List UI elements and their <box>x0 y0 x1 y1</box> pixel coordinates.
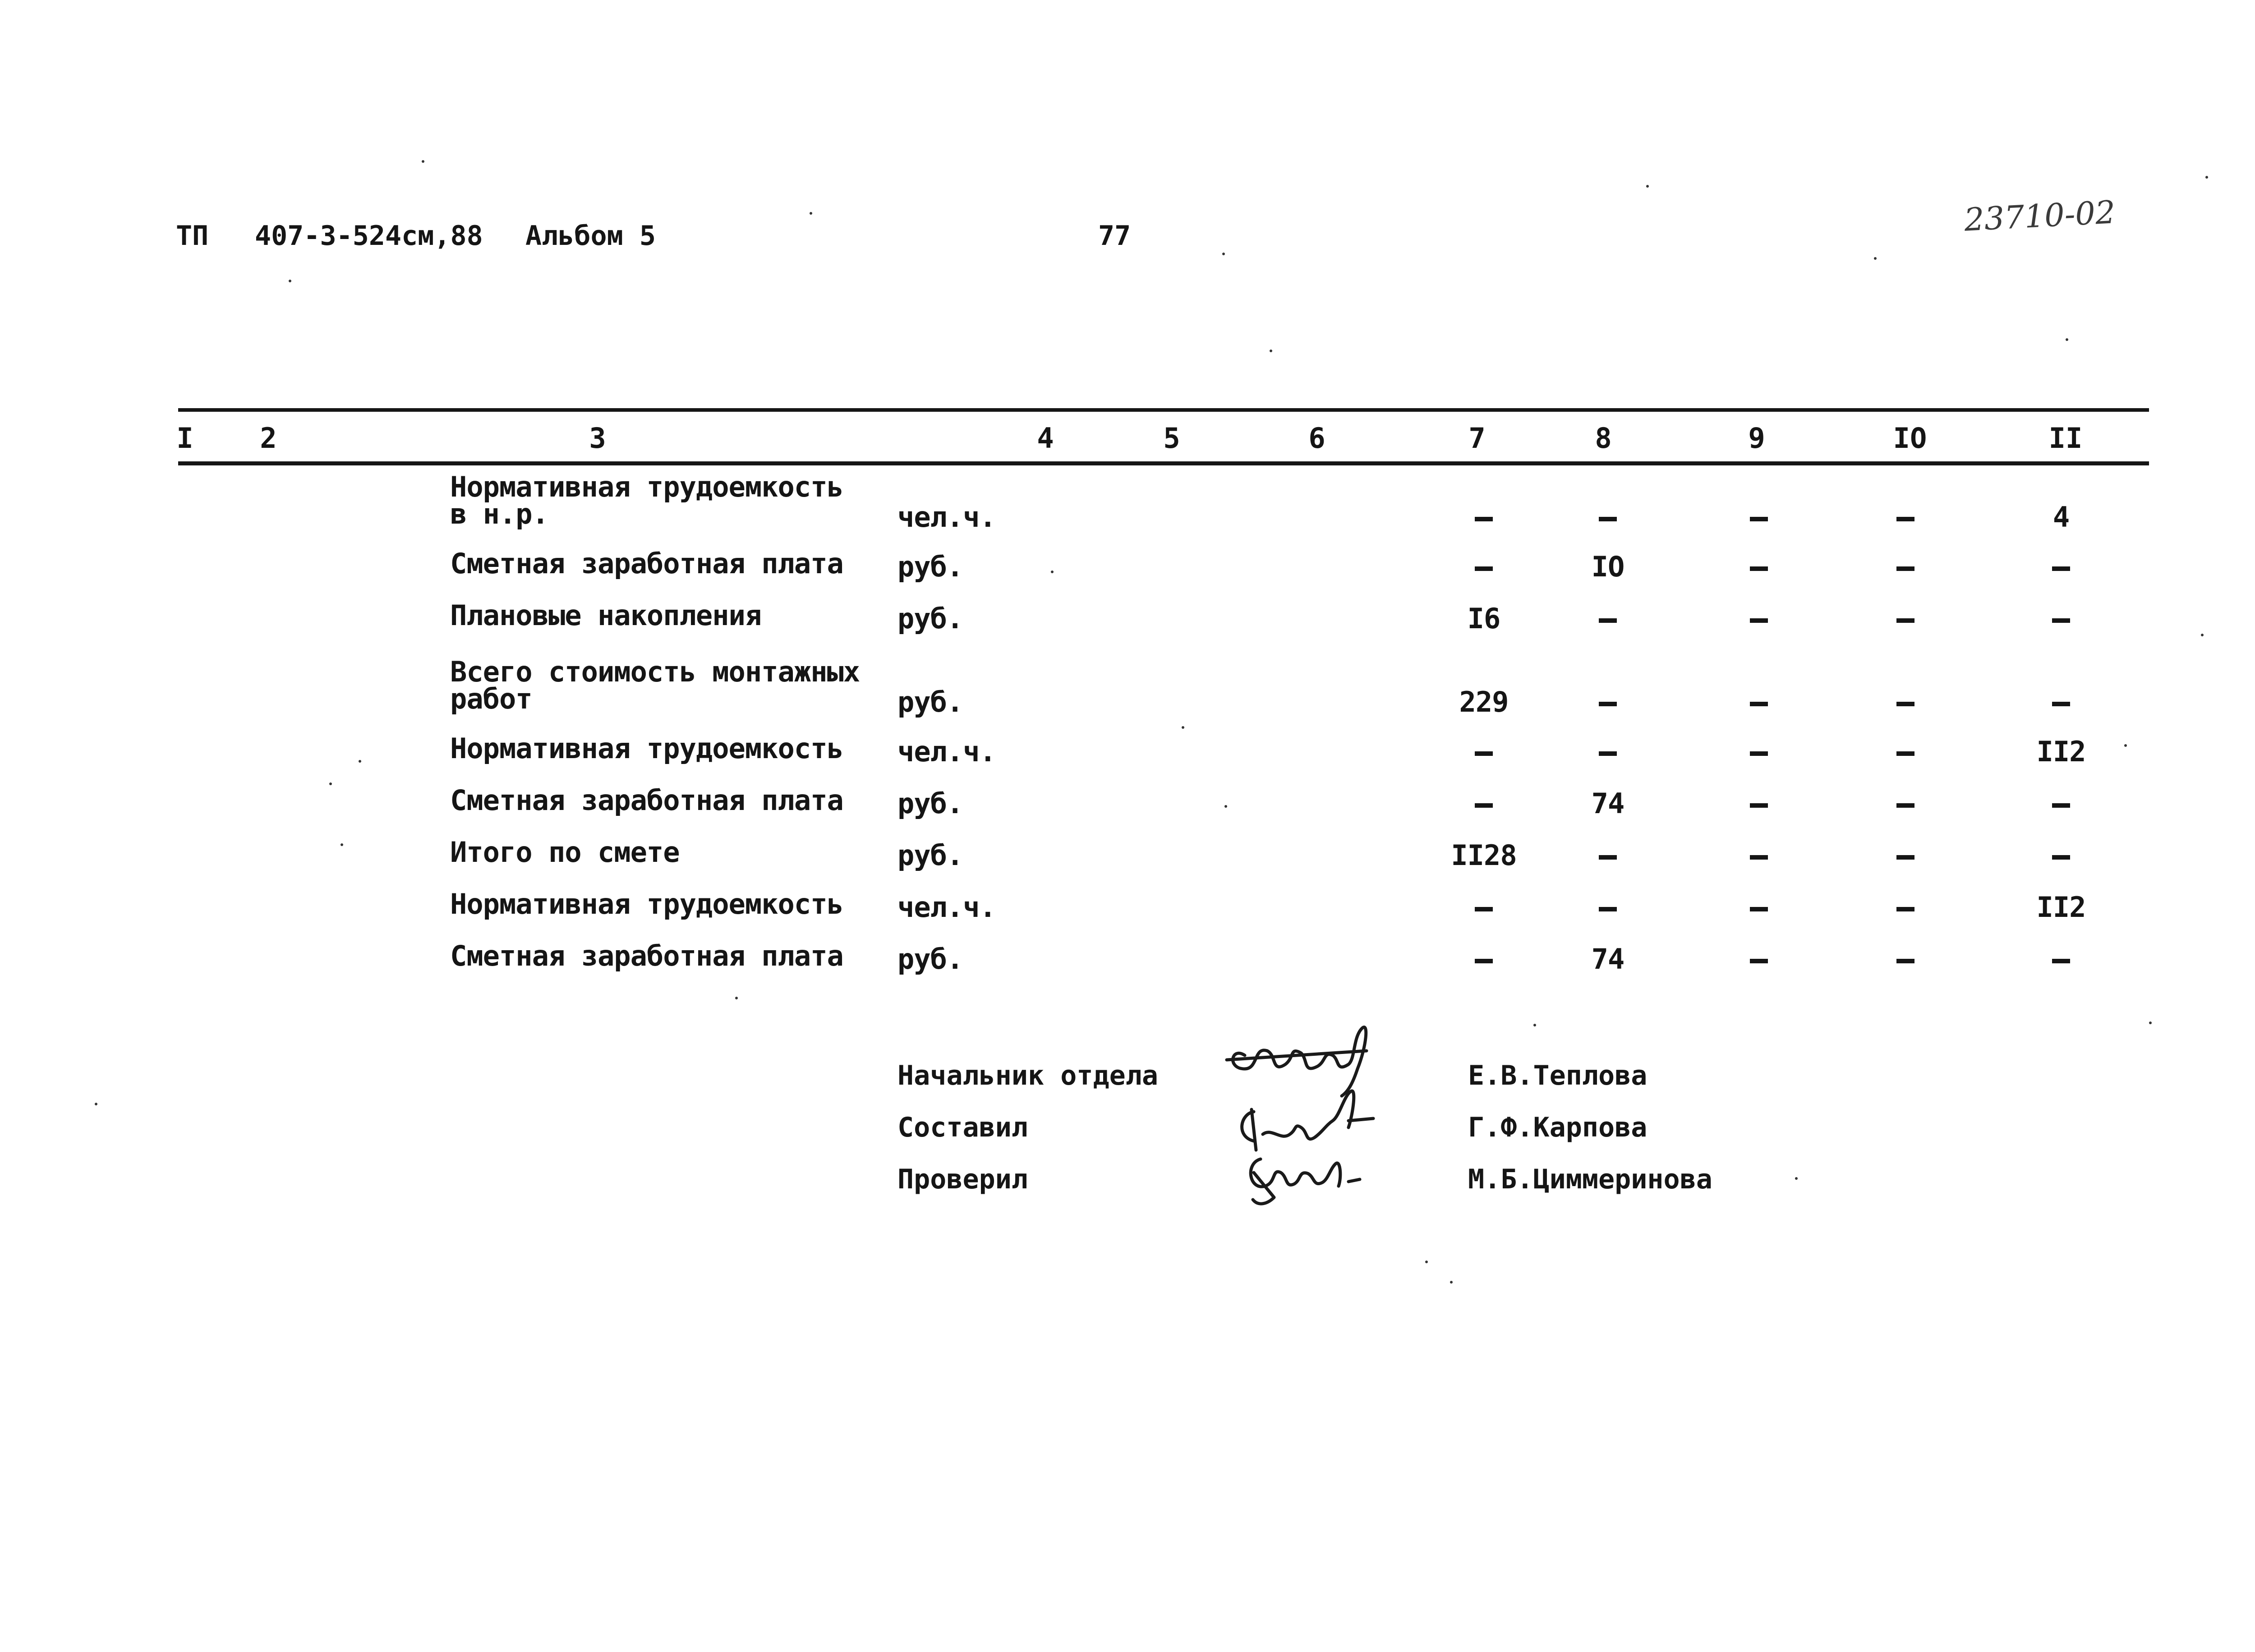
empty-value-dash <box>1896 517 1914 521</box>
row-value-c11: 4 <box>2053 501 2070 534</box>
row-value-c9 <box>1750 686 1768 718</box>
row-unit: руб. <box>897 943 963 976</box>
row-value-c8 <box>1599 686 1617 718</box>
empty-value-dash <box>1750 803 1768 808</box>
row-description-line: Сметная заработная плата <box>450 939 843 972</box>
column-number: 8 <box>1595 422 1612 455</box>
empty-value-dash <box>1599 855 1617 860</box>
row-value-c11 <box>2052 943 2070 976</box>
empty-value-dash <box>2052 618 2070 623</box>
row-value-c10 <box>1896 787 1914 820</box>
row-value-c8 <box>1599 839 1617 872</box>
scan-speck <box>95 1103 97 1105</box>
empty-value-dash <box>1750 566 1768 571</box>
row-unit: чел.ч. <box>897 735 996 768</box>
row-description <box>450 939 843 972</box>
row-description-line: Нормативная трудоемкость <box>450 888 843 920</box>
row-value-c10 <box>1896 602 1914 635</box>
row-value-c9 <box>1750 602 1768 635</box>
row-value-c10 <box>1896 943 1914 976</box>
row-unit: руб. <box>897 839 963 872</box>
row-value-c9 <box>1750 943 1768 976</box>
scan-speck <box>2201 634 2204 636</box>
row-value-c9 <box>1750 787 1768 820</box>
row-value-c9 <box>1750 735 1768 768</box>
row-value-c8: 74 <box>1591 943 1625 976</box>
scan-speck <box>1874 257 1877 260</box>
row-value-c7: I6 <box>1467 602 1500 635</box>
page-number: 77 <box>1098 220 1131 252</box>
column-number: IO <box>1893 422 1927 455</box>
row-value-c7 <box>1475 735 1493 768</box>
row-description-line: Сметная заработная плата <box>450 547 843 580</box>
empty-value-dash <box>1475 907 1493 911</box>
row-description-line: в н.р. <box>450 497 548 530</box>
row-description-line: работ <box>450 682 532 715</box>
signature-role: Начальник отдела <box>897 1060 1158 1091</box>
scan-speck <box>1450 1281 1453 1284</box>
scan-speck <box>1646 185 1649 188</box>
column-number: I <box>176 422 193 455</box>
empty-value-dash <box>1750 959 1768 963</box>
scan-speck <box>1224 805 1227 808</box>
column-number: II <box>2048 422 2083 455</box>
row-value-c7 <box>1475 787 1493 820</box>
empty-value-dash <box>1475 751 1493 756</box>
empty-value-dash <box>1750 907 1768 911</box>
doc-series: ТП <box>176 220 209 252</box>
empty-value-dash <box>1896 803 1914 808</box>
row-value-c10 <box>1896 891 1914 924</box>
row-value-c7 <box>1475 550 1493 583</box>
row-unit: руб. <box>897 550 963 583</box>
row-value-c11 <box>2052 787 2070 820</box>
row-value-c7 <box>1475 891 1493 924</box>
scan-speck <box>422 160 424 163</box>
table-top-rule <box>178 408 2149 412</box>
row-description <box>450 888 843 920</box>
empty-value-dash <box>1475 803 1493 808</box>
scan-speck <box>2205 176 2208 179</box>
empty-value-dash <box>1750 855 1768 860</box>
empty-value-dash <box>1750 618 1768 623</box>
row-description <box>450 599 762 632</box>
row-value-c10 <box>1896 550 1914 583</box>
row-value-c8: IO <box>1591 550 1625 583</box>
row-value-c10 <box>1896 686 1914 718</box>
empty-value-dash <box>1599 702 1617 706</box>
column-number: 6 <box>1308 422 1325 455</box>
scan-speck <box>1182 726 1184 729</box>
empty-value-dash <box>1599 907 1617 911</box>
row-value-c7: II28 <box>1451 839 1517 872</box>
row-description <box>450 732 843 765</box>
signature-role: Составил <box>897 1112 1028 1143</box>
scan-speck <box>1270 350 1272 352</box>
handwritten-stamp-number: 23710-02 <box>1963 193 2117 239</box>
scan-speck <box>1425 1261 1428 1263</box>
row-value-c10 <box>1896 735 1914 768</box>
row-value-c10 <box>1896 501 1914 534</box>
doc-code: 407-3-524см,88 <box>255 220 483 252</box>
row-value-c7: 229 <box>1459 686 1509 718</box>
column-number: 5 <box>1163 422 1180 455</box>
signature-name: Г.Ф.Карпова <box>1468 1112 1648 1143</box>
column-number: 2 <box>260 422 277 455</box>
empty-value-dash <box>2052 855 2070 860</box>
row-unit: руб. <box>897 602 963 635</box>
signature-karpova <box>1242 1091 1373 1150</box>
empty-value-dash <box>1896 702 1914 706</box>
column-number: 3 <box>589 422 606 455</box>
row-value-c8: 74 <box>1591 787 1625 820</box>
row-value-c9 <box>1750 550 1768 583</box>
scan-speck <box>359 760 361 763</box>
row-unit: руб. <box>897 787 963 820</box>
empty-value-dash <box>1750 702 1768 706</box>
scan-speck <box>1533 1024 1536 1026</box>
row-value-c11 <box>2052 686 2070 718</box>
row-description-line: Плановые накопления <box>450 599 762 632</box>
row-description-line: Нормативная трудоемкость <box>450 732 843 765</box>
row-value-c7 <box>1475 501 1493 534</box>
empty-value-dash <box>2052 803 2070 808</box>
column-number: 7 <box>1468 422 1486 455</box>
row-value-c11: II2 <box>2036 891 2086 924</box>
scan-speck <box>2066 338 2068 341</box>
row-value-c10 <box>1896 839 1914 872</box>
empty-value-dash <box>1475 566 1493 571</box>
signature-role: Проверил <box>897 1164 1028 1195</box>
scan-speck <box>1051 571 1054 573</box>
table-header-rule <box>178 461 2149 465</box>
row-unit: руб. <box>897 686 963 718</box>
empty-value-dash <box>1750 751 1768 756</box>
scan-speck <box>810 212 812 215</box>
row-description-line: Сметная заработная плата <box>450 784 843 817</box>
empty-value-dash <box>1599 618 1617 623</box>
row-value-c8 <box>1599 501 1617 534</box>
signature-teplova <box>1227 1027 1367 1096</box>
row-value-c9 <box>1750 501 1768 534</box>
scan-speck <box>2149 1022 2152 1024</box>
scan-speck <box>341 843 343 846</box>
row-description <box>450 655 860 715</box>
signature-tsimmerinova <box>1251 1159 1360 1204</box>
row-value-c7 <box>1475 943 1493 976</box>
column-number: 9 <box>1748 422 1765 455</box>
empty-value-dash <box>1896 907 1914 911</box>
empty-value-dash <box>1896 959 1914 963</box>
row-unit: чел.ч. <box>897 891 996 924</box>
handwritten-signatures <box>1218 1019 1452 1227</box>
empty-value-dash <box>1599 517 1617 521</box>
row-description-line: Итого по смете <box>450 836 680 869</box>
scan-speck <box>735 997 738 999</box>
row-value-c8 <box>1599 891 1617 924</box>
row-value-c9 <box>1750 891 1768 924</box>
row-value-c9 <box>1750 839 1768 872</box>
scan-speck <box>289 280 291 282</box>
empty-value-dash <box>1896 855 1914 860</box>
empty-value-dash <box>1750 517 1768 521</box>
empty-value-dash <box>2052 702 2070 706</box>
column-number: 4 <box>1037 422 1054 455</box>
row-unit: чел.ч. <box>897 501 996 534</box>
empty-value-dash <box>2052 566 2070 571</box>
row-value-c11 <box>2052 602 2070 635</box>
empty-value-dash <box>1475 959 1493 963</box>
row-description <box>450 547 843 580</box>
empty-value-dash <box>1896 618 1914 623</box>
scan-speck <box>329 782 332 785</box>
row-value-c11: II2 <box>2036 735 2086 768</box>
row-description-line: Всего стоимость монтажных <box>450 655 860 688</box>
signature-name: М.Б.Циммеринова <box>1468 1164 1712 1195</box>
scan-speck <box>1222 253 1225 255</box>
row-value-c8 <box>1599 735 1617 768</box>
row-description <box>450 470 843 530</box>
empty-value-dash <box>1896 751 1914 756</box>
album-label: Альбом 5 <box>525 220 656 252</box>
empty-value-dash <box>1896 566 1914 571</box>
row-value-c11 <box>2052 550 2070 583</box>
row-description <box>450 784 843 817</box>
row-description <box>450 836 680 869</box>
scan-speck <box>1795 1177 1798 1180</box>
empty-value-dash <box>1599 751 1617 756</box>
empty-value-dash <box>1475 517 1493 521</box>
row-description-line: Нормативная трудоемкость <box>450 470 843 503</box>
row-value-c8 <box>1599 602 1617 635</box>
scan-speck <box>2124 744 2127 747</box>
empty-value-dash <box>2052 959 2070 963</box>
row-value-c11 <box>2052 839 2070 872</box>
signature-name: Е.В.Теплова <box>1468 1060 1648 1091</box>
